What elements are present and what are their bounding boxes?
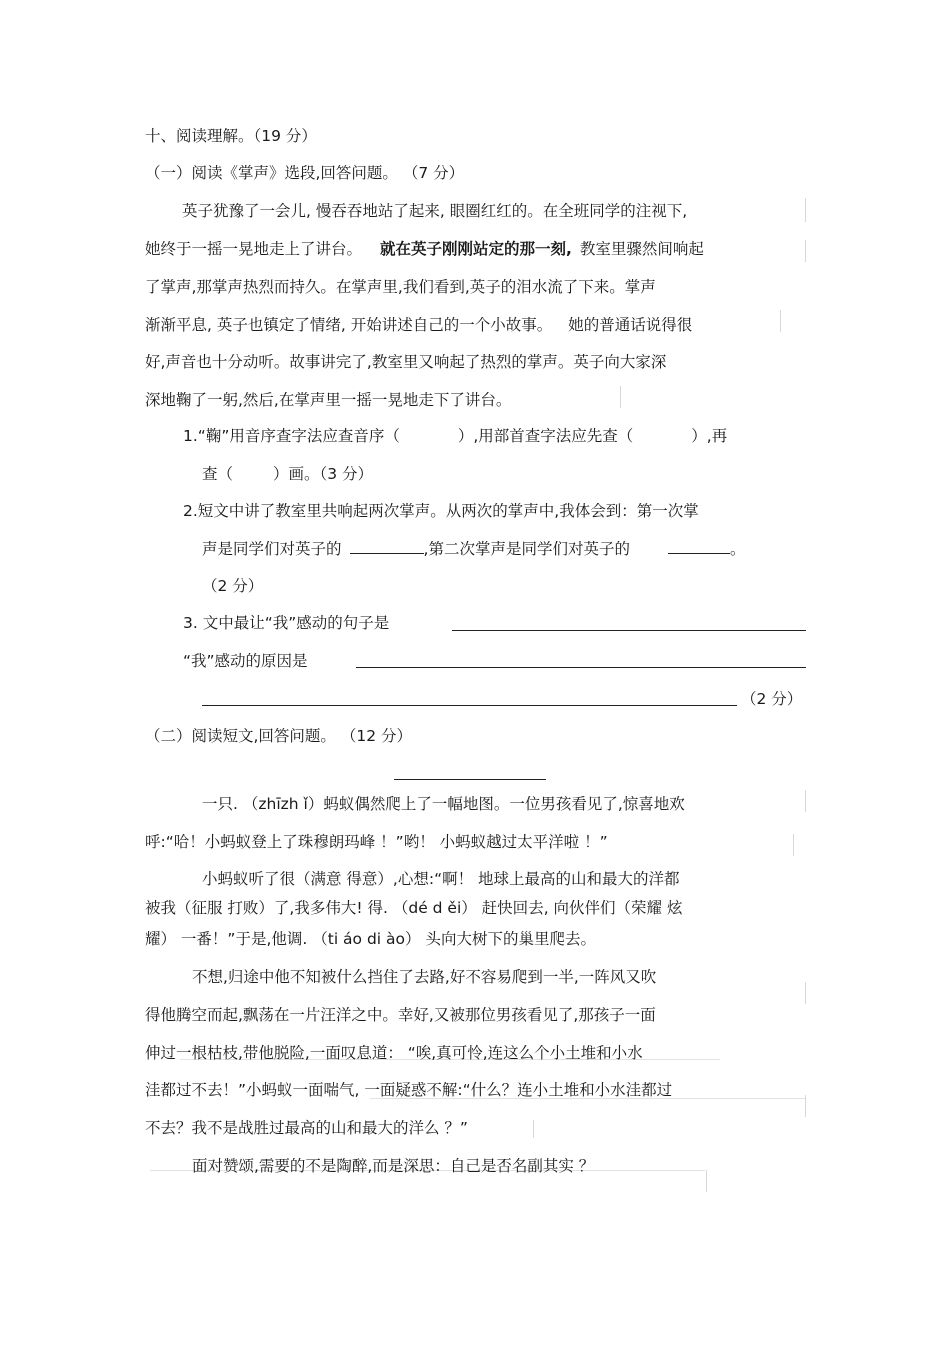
scan-artifact-line — [793, 834, 794, 856]
passage-line: 好,声音也十分动听。故事讲完了,教室里又响起了热烈的掌声。英子向大家深 — [145, 353, 667, 371]
title-blank-line[interactable] — [394, 779, 546, 780]
question-1 — [183, 426, 727, 446]
question-3: 3. 文中最让“我”感动的句子是 — [183, 614, 390, 632]
story-line: 呼:“哈！小蚂蚁登上了珠穆朗玛峰 ！”哟！ 小蚂蚁越过太平洋啦 ！” — [145, 833, 608, 851]
story-line: 一只. （zhīzh ǐ）蚂蚁偶然爬上了一幅地图。一位男孩看见了,惊喜地欢 — [202, 795, 685, 813]
question-2-text: ,第二次掌声是同学们对英子的 — [423, 540, 630, 558]
question-3-reason: “我”感动的原因是 — [183, 652, 308, 670]
passage-line — [145, 315, 692, 335]
story-line: 不想,归途中他不知被什么挡住了去路,好不容易爬到一半,一阵风又吹 — [192, 968, 657, 986]
scan-artifact-line — [805, 198, 806, 222]
answer-line[interactable] — [350, 539, 424, 554]
question-1-text: ）,用部首查字法应先查（ — [457, 427, 634, 445]
question-2-score: （2 分） — [202, 577, 264, 595]
scan-artifact-line — [706, 1170, 707, 1192]
story-line: 小蚂蚁听了很（满意 得意）,心想:“啊！ 地球上最高的山和最大的洋都 — [202, 870, 680, 888]
scan-artifact-line — [805, 790, 806, 812]
question-3-score: （2 分） — [741, 690, 803, 708]
answer-line[interactable] — [356, 667, 806, 668]
passage-line: 了掌声,那掌声热烈而持久。在掌声里,我们看到,英子的泪水流了下来。掌声 — [145, 278, 656, 296]
passage-text: 她终于一摇一晃地走上了讲台。 — [145, 240, 363, 258]
scan-artifact-line — [805, 1095, 806, 1117]
scan-artifact-line — [805, 982, 806, 1004]
answer-line[interactable] — [202, 705, 737, 706]
question-1-text: 1.“鞠”用音序查字法应查音序（ — [183, 427, 400, 445]
passage-text: 教室里骤然间响起 — [579, 240, 704, 258]
story-line: 伸过一根枯枝,带他脱险,一面叹息道： “唉,真可怜,连这么个小土堆和小水 — [145, 1044, 643, 1062]
scan-artifact-line — [620, 386, 621, 408]
part2-title: （二）阅读短文,回答问题。 （12 分） — [145, 727, 413, 745]
story-line: 被我（征服 打败）了,我多伟大! 得. （dé d ěi） 赶快回去, 向伙伴们（荣耀 炫 — [145, 899, 683, 917]
passage-text: 她的普通话说得很 — [568, 316, 693, 334]
answer-line[interactable] — [452, 630, 806, 631]
story-line: 得他腾空而起,飘荡在一片汪洋之中。幸好,又被那位男孩看见了,那孩子一面 — [145, 1006, 656, 1024]
story-moral: 面对赞颂,需要的不是陶醉,而是深思：自己是否名副其实 ？ — [192, 1157, 595, 1175]
scan-artifact-line — [780, 310, 781, 332]
question-2-cont — [202, 539, 745, 559]
story-line: 洼都过不去！”小蚂蚁一面喘气, 一面疑惑不解:“什么？连小土堆和小水洼都过 — [145, 1081, 673, 1099]
story-line: 不去？我不是战胜过最高的山和最大的洋么 ？” — [145, 1119, 468, 1137]
question-2-text: 。 — [729, 540, 746, 558]
question-1-cont — [202, 464, 373, 484]
answer-line[interactable] — [668, 539, 730, 554]
passage-text-bold: 就在英子刚刚站定的那一刻, — [380, 240, 572, 258]
story-line: 耀） 一番！”于是,他调. （ti áo di ào） 头向大树下的巢里爬去。 — [145, 930, 596, 948]
passage-line — [145, 239, 704, 259]
scan-artifact-line — [805, 240, 806, 262]
passage-line: 英子犹豫了一会儿, 慢吞吞地站了起来, 眼圈红红的。在全班同学的注视下, — [182, 202, 688, 220]
section-title: 十、阅读理解。（19 分） — [145, 127, 317, 145]
question-2: 2.短文中讲了教室里共响起两次掌声。从两次的掌声中,我体会到：第一次掌 — [183, 502, 699, 520]
passage-line: 深地鞠了一躬,然后,在掌声里一摇一晃地走下了讲台。 — [145, 391, 512, 409]
scan-artifact-line — [533, 1120, 534, 1138]
question-1-text: ）,再 — [691, 427, 728, 445]
passage-text: 渐渐平息, 英子也镇定了情绪, 开始讲述自己的一个小故事。 — [145, 316, 553, 334]
question-1-text: 查（ — [202, 465, 234, 483]
question-2-text: 声是同学们对英子的 — [202, 540, 342, 558]
question-1-text: ）画。（3 分） — [273, 465, 374, 483]
part1-title: （一）阅读《掌声》选段,回答问题。 （7 分） — [145, 164, 465, 182]
